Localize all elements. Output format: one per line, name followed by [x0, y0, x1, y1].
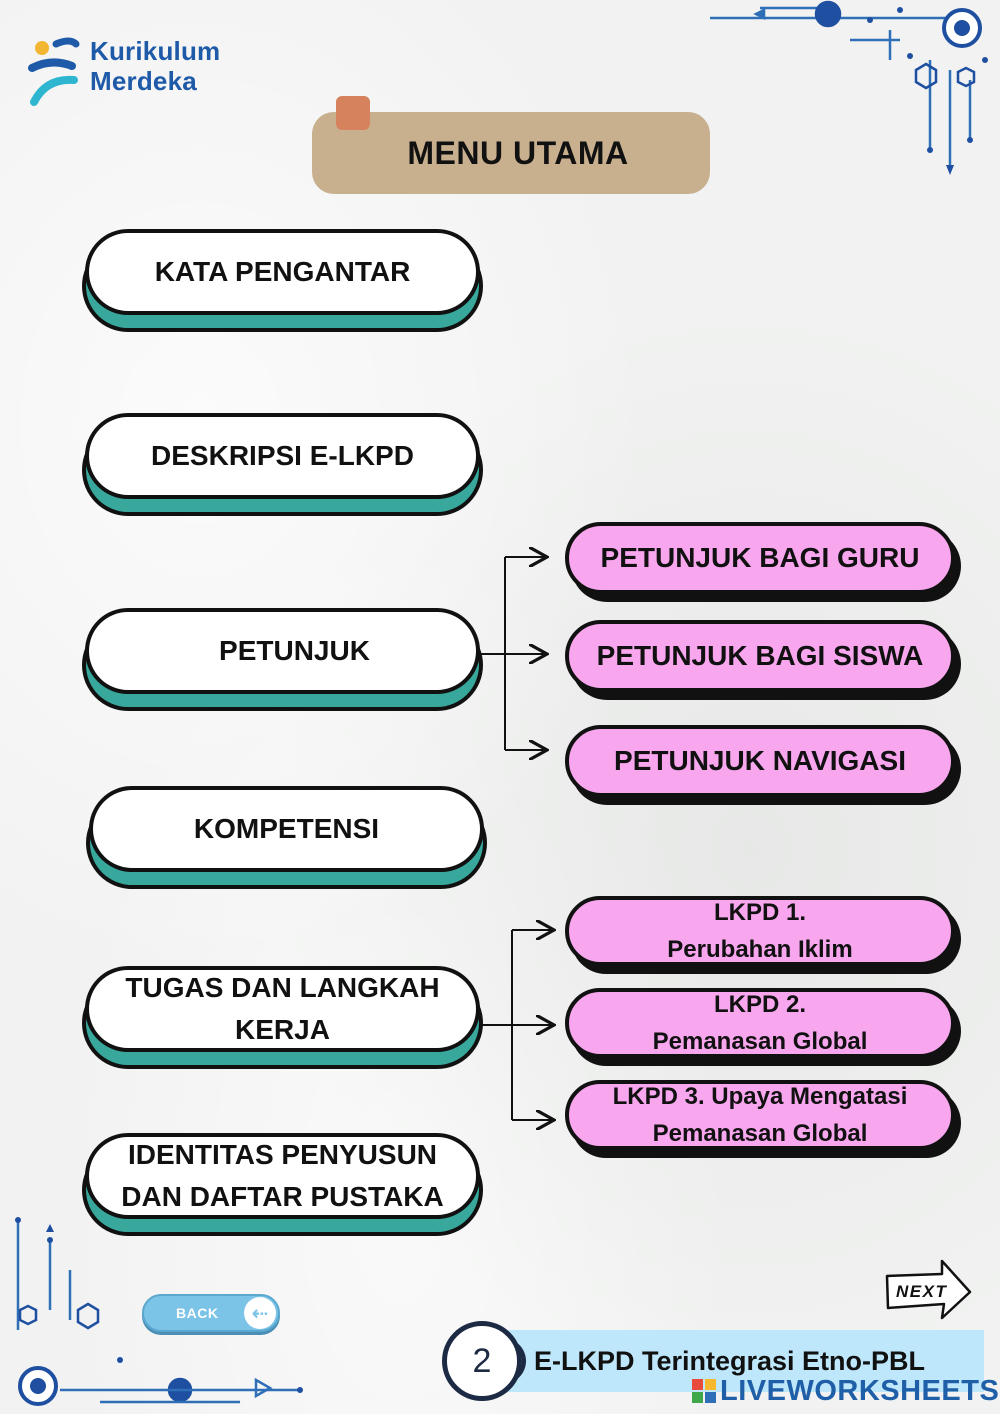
- page-number: 2: [442, 1321, 522, 1401]
- page-title: MENU UTAMA: [407, 134, 629, 171]
- petunjuk-navigasi-button[interactable]: PETUNJUK NAVIGASI: [565, 725, 955, 797]
- menu-title-banner: [312, 112, 710, 194]
- footer-title: E-LKPD Terintegrasi Etno-PBL: [534, 1345, 926, 1376]
- next-button[interactable]: [884, 1258, 974, 1322]
- menu-petunjuk-label: PETUNJUK: [219, 635, 370, 666]
- lkpd-1-topic: Perubahan Iklim: [667, 936, 853, 963]
- liveworksheets-grid-icon: [692, 1379, 716, 1403]
- menu-kompetensi-button[interactable]: KOMPETENSI: [89, 786, 484, 872]
- logo-line2: Merdeka: [90, 66, 197, 96]
- menu-tugas-button[interactable]: TUGAS DAN LANGKAH KERJA: [85, 966, 480, 1052]
- back-button[interactable]: [142, 1294, 280, 1332]
- logo-line1: Kurikulum: [90, 36, 221, 66]
- lkpd-3-button[interactable]: [565, 1080, 955, 1150]
- liveworksheets-wordmark: LIVEWORKSHEETS: [720, 1374, 1000, 1407]
- menu-kata-pengantar-button[interactable]: KATA PENGANTAR: [85, 229, 480, 315]
- lkpd-1-title: LKPD 1.: [713, 899, 806, 926]
- next-label: NEXT: [896, 1282, 948, 1301]
- back-label: BACK: [176, 1305, 219, 1321]
- petunjuk-siswa-button[interactable]: PETUNJUK BAGI SISWA: [565, 620, 955, 692]
- liveworksheets-logo: [692, 1375, 999, 1407]
- lkpd-3-title: LKPD 3. Upaya Mengatasi: [612, 1083, 908, 1110]
- logo-wordmark: [90, 36, 220, 96]
- lkpd-2-title: LKPD 2.: [713, 991, 806, 1018]
- arrow-left-icon: ⇠: [244, 1297, 276, 1329]
- lkpd-2-button[interactable]: [565, 988, 955, 1058]
- menu-deskripsi-button[interactable]: DESKRIPSI E-LKPD: [85, 413, 480, 499]
- lkpd-2-topic: Pemanasan Global: [652, 1028, 868, 1055]
- menu-petunjuk-button[interactable]: [85, 608, 480, 694]
- kurikulum-merdeka-logo: [26, 30, 256, 110]
- lkpd-3-topic: Pemanasan Global: [652, 1120, 868, 1147]
- title-tab-decoration: [336, 96, 370, 130]
- petunjuk-guru-button[interactable]: PETUNJUK BAGI GURU: [565, 522, 955, 594]
- lkpd-1-button[interactable]: [565, 896, 955, 966]
- circuit-decoration-top: [700, 0, 1000, 190]
- menu-identitas-button[interactable]: IDENTITAS PENYUSUN DAN DAFTAR PUSTAKA: [85, 1133, 480, 1219]
- logo-mark-icon: [26, 32, 82, 108]
